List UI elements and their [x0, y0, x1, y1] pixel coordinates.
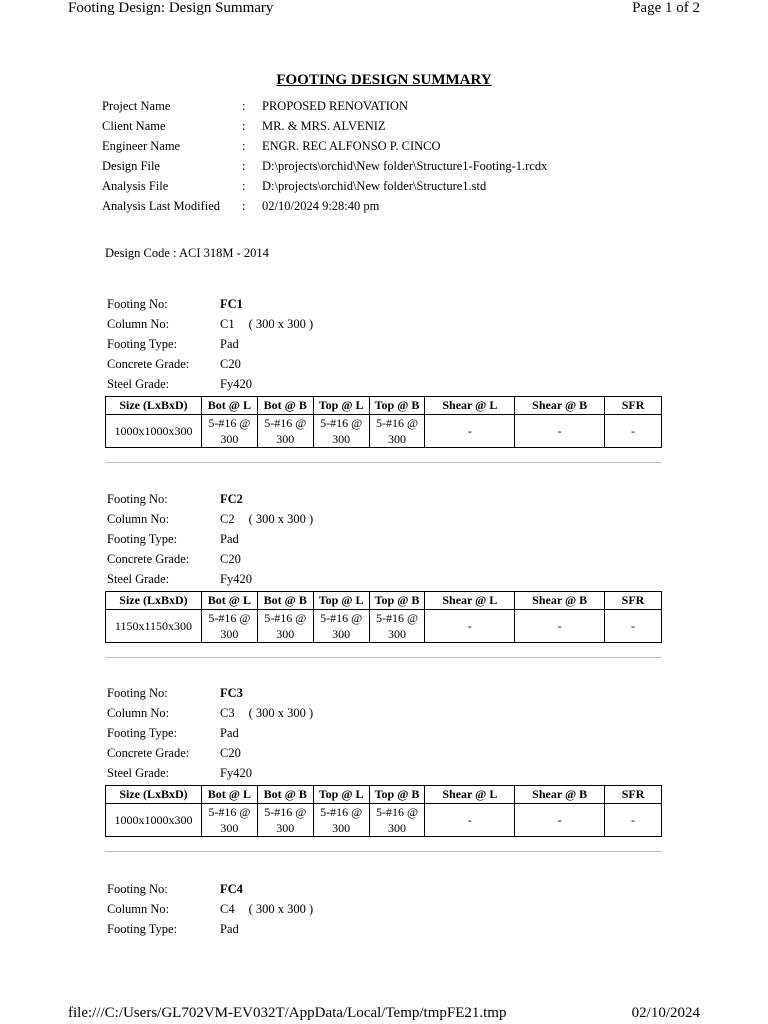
concrete-grade-row [105, 743, 663, 763]
column-no-label: Column No: [107, 512, 170, 526]
steel-grade-value: Fy420 [220, 572, 252, 586]
footing-block-fc1 [105, 294, 663, 463]
column-no-label: Column No: [107, 706, 170, 720]
separator: : [242, 199, 246, 213]
table-cell: - [605, 610, 662, 643]
separator: : [242, 99, 246, 113]
column-header: Bot @ B [257, 786, 313, 804]
table-row [106, 610, 662, 643]
steel-grade-label: Steel Grade: [107, 766, 170, 780]
report-title: FOOTING DESIGN SUMMARY [276, 72, 492, 88]
column-no-label: Column No: [107, 902, 170, 916]
analysis-modified-value: 02/10/2024 9:28:40 pm [262, 199, 380, 213]
separator: : [242, 119, 246, 133]
footing-no-value: FC1 [220, 297, 243, 311]
table-cell: 1000x1000x300 [106, 415, 202, 448]
project-name-label: Project Name [102, 99, 171, 113]
project-name-row [102, 96, 547, 116]
column-no-row [105, 703, 663, 723]
table-cell: 5-#16 @ 300 [313, 610, 369, 643]
table-cell: 5-#16 @ 300 [257, 804, 313, 837]
footing-type-label: Footing Type: [107, 337, 178, 351]
column-header: Shear @ B [515, 592, 605, 610]
print-date: 02/10/2024 [631, 1005, 700, 1021]
table-cell: - [605, 804, 662, 837]
column-no-value: C4 [220, 902, 235, 916]
footing-no-label: Footing No: [107, 686, 168, 700]
column-header: Bot @ L [201, 397, 257, 415]
table-cell: 5-#16 @ 300 [369, 610, 425, 643]
steel-grade-value: Fy420 [220, 766, 252, 780]
table-cell: 5-#16 @ 300 [313, 415, 369, 448]
footing-no-row [105, 879, 663, 899]
footing-type-value: Pad [220, 337, 239, 351]
column-dimension: ( 300 x 300 ) [248, 706, 314, 720]
concrete-grade-label: Concrete Grade: [107, 552, 190, 566]
footing-no-row [105, 683, 663, 703]
footing-type-label: Footing Type: [107, 922, 178, 936]
column-header: Top @ L [313, 397, 369, 415]
column-header: Top @ B [369, 786, 425, 804]
column-header: SFR [605, 592, 662, 610]
column-header: Top @ B [369, 592, 425, 610]
concrete-grade-label: Concrete Grade: [107, 357, 190, 371]
column-header: Shear @ L [425, 397, 515, 415]
table-cell: 1150x1150x300 [106, 610, 202, 643]
rebar-table [105, 591, 662, 643]
column-header: Top @ B [369, 397, 425, 415]
column-header: Size (LxBxD) [106, 397, 202, 415]
separator: : [242, 139, 246, 153]
column-header: Top @ L [313, 592, 369, 610]
footing-type-row [105, 723, 663, 743]
footing-type-row [105, 334, 663, 354]
table-cell: - [515, 415, 605, 448]
column-header: SFR [605, 397, 662, 415]
table-cell: - [425, 804, 515, 837]
steel-grade-row [105, 569, 663, 589]
design-file-row [102, 156, 547, 176]
project-info [102, 96, 547, 216]
footing-type-label: Footing Type: [107, 532, 178, 546]
page-header-title: Footing Design: Design Summary [68, 0, 274, 16]
concrete-grade-value: C20 [220, 552, 241, 566]
table-cell: - [425, 415, 515, 448]
footing-type-label: Footing Type: [107, 726, 178, 740]
analysis-modified-label: Analysis Last Modified [102, 199, 221, 213]
footing-type-value: Pad [220, 532, 239, 546]
footing-no-value: FC2 [220, 492, 243, 506]
steel-grade-value: Fy420 [220, 377, 252, 391]
engineer-name-value: ENGR. REC ALFONSO P. CINCO [262, 139, 441, 153]
column-no-row [105, 314, 663, 334]
separator: : [242, 159, 246, 173]
column-header: Top @ L [313, 786, 369, 804]
page-number: Page 1 of 2 [632, 0, 700, 16]
column-header: Size (LxBxD) [106, 786, 202, 804]
table-cell: - [605, 415, 662, 448]
design-file-label: Design File [102, 159, 160, 173]
table-header-row [106, 786, 662, 804]
column-dimension: ( 300 x 300 ) [248, 317, 314, 331]
column-dimension: ( 300 x 300 ) [248, 902, 314, 916]
column-no-row [105, 899, 663, 919]
table-cell: 5-#16 @ 300 [369, 804, 425, 837]
footing-type-row [105, 919, 663, 939]
table-cell: 1000x1000x300 [106, 804, 202, 837]
table-cell: - [515, 804, 605, 837]
table-row [106, 804, 662, 837]
column-no-value: C1 [220, 317, 235, 331]
divider [105, 657, 662, 658]
table-header-row [106, 592, 662, 610]
engineer-name-row [102, 136, 547, 156]
design-code: Design Code : ACI 318M - 2014 [105, 246, 269, 260]
footing-no-label: Footing No: [107, 297, 168, 311]
footing-block-fc2 [105, 489, 663, 658]
table-cell: 5-#16 @ 300 [369, 415, 425, 448]
column-header: SFR [605, 786, 662, 804]
steel-grade-row [105, 763, 663, 783]
divider [105, 851, 662, 852]
footing-type-value: Pad [220, 922, 239, 936]
analysis-file-label: Analysis File [102, 179, 169, 193]
column-no-label: Column No: [107, 317, 170, 331]
column-header: Shear @ B [515, 397, 605, 415]
footing-no-label: Footing No: [107, 882, 168, 896]
table-cell: 5-#16 @ 300 [257, 610, 313, 643]
footing-block-fc4 [105, 879, 663, 939]
divider [105, 462, 662, 463]
footing-no-value: FC4 [220, 882, 243, 896]
design-file-value: D:\projects\orchid\New folder\Structure1-Footing-1.rcdx [262, 159, 548, 173]
separator: : [242, 179, 246, 193]
table-header-row [106, 397, 662, 415]
concrete-grade-value: C20 [220, 357, 241, 371]
column-header: Shear @ B [515, 786, 605, 804]
column-header: Size (LxBxD) [106, 592, 202, 610]
project-name-value: PROPOSED RENOVATION [262, 99, 408, 113]
column-header: Bot @ B [257, 397, 313, 415]
steel-grade-row [105, 374, 663, 394]
analysis-modified-row [102, 196, 547, 216]
footing-type-row [105, 529, 663, 549]
table-cell: - [425, 610, 515, 643]
table-cell: 5-#16 @ 300 [257, 415, 313, 448]
concrete-grade-label: Concrete Grade: [107, 746, 190, 760]
column-header: Bot @ L [201, 786, 257, 804]
rebar-table [105, 785, 662, 837]
file-path-footer: file:///C:/Users/GL702VM-EV032T/AppData/Local/Temp/tmpFE21.tmp [68, 1005, 507, 1021]
concrete-grade-row [105, 549, 663, 569]
column-no-row [105, 509, 663, 529]
analysis-file-value: D:\projects\orchid\New folder\Structure1.std [262, 179, 487, 193]
table-cell: 5-#16 @ 300 [201, 610, 257, 643]
client-name-label: Client Name [102, 119, 166, 133]
footing-no-value: FC3 [220, 686, 243, 700]
table-row [106, 415, 662, 448]
concrete-grade-row [105, 354, 663, 374]
column-no-value: C3 [220, 706, 235, 720]
column-header: Shear @ L [425, 592, 515, 610]
footing-no-row [105, 294, 663, 314]
table-cell: 5-#16 @ 300 [201, 804, 257, 837]
column-header: Shear @ L [425, 786, 515, 804]
column-header: Bot @ L [201, 592, 257, 610]
footing-no-label: Footing No: [107, 492, 168, 506]
engineer-name-label: Engineer Name [102, 139, 181, 153]
footing-no-row [105, 489, 663, 509]
table-cell: 5-#16 @ 300 [313, 804, 369, 837]
rebar-table [105, 396, 662, 448]
table-cell: 5-#16 @ 300 [201, 415, 257, 448]
column-dimension: ( 300 x 300 ) [248, 512, 314, 526]
footing-block-fc3 [105, 683, 663, 852]
footing-type-value: Pad [220, 726, 239, 740]
column-no-value: C2 [220, 512, 235, 526]
client-name-row [102, 116, 547, 136]
table-cell: - [515, 610, 605, 643]
client-name-value: MR. & MRS. ALVENIZ [262, 119, 386, 133]
column-header: Bot @ B [257, 592, 313, 610]
steel-grade-label: Steel Grade: [107, 377, 170, 391]
concrete-grade-value: C20 [220, 746, 241, 760]
steel-grade-label: Steel Grade: [107, 572, 170, 586]
analysis-file-row [102, 176, 547, 196]
